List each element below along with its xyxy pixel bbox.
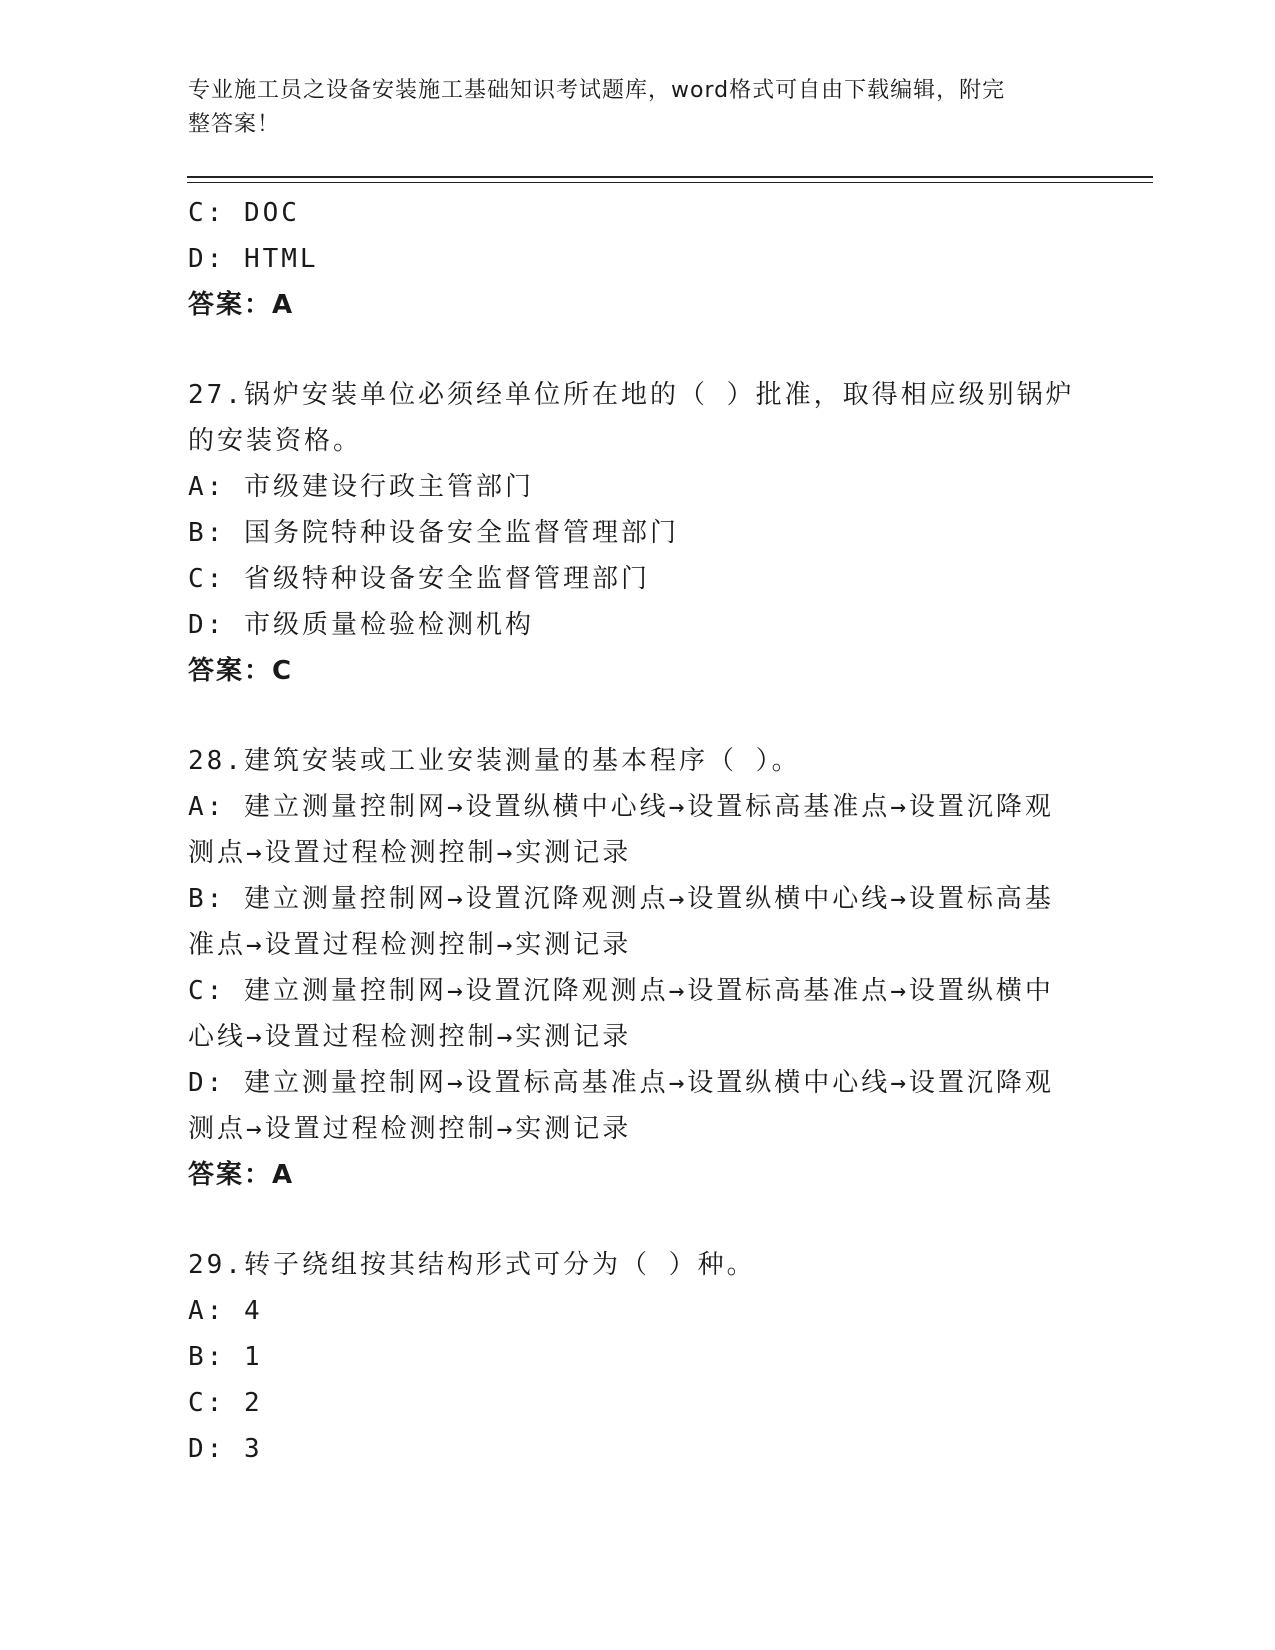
spacer bbox=[188, 328, 1088, 372]
question-stem: 29.转子绕组按其结构形式可分为（ ）种。 bbox=[188, 1250, 756, 1280]
option-d: D: 市级质量检验检测机构 bbox=[188, 610, 534, 640]
option-d: D: 3 bbox=[188, 1434, 263, 1464]
option-c-cont: 心线→设置过程检测控制→实测记录 bbox=[188, 1022, 632, 1052]
option-c: C: 建立测量控制网→设置沉降观测点→设置标高基准点→设置纵横中 bbox=[188, 976, 1054, 1006]
question-28 bbox=[188, 738, 1088, 1198]
question-stem: 28.建筑安装或工业安装测量的基本程序（ ）。 bbox=[188, 746, 801, 776]
spacer bbox=[188, 1198, 1088, 1242]
question-29 bbox=[188, 1242, 1088, 1472]
option-d: D: HTML bbox=[188, 244, 319, 274]
answer-line: 答案：A bbox=[188, 290, 295, 320]
option-c: C: 省级特种设备安全监督管理部门 bbox=[188, 564, 650, 594]
question-stem-cont: 的安装资格。 bbox=[188, 426, 363, 456]
option-d-cont: 测点→设置过程检测控制→实测记录 bbox=[188, 1114, 632, 1144]
header-line-2: 整答案！ bbox=[188, 112, 281, 137]
option-c: C: DOC bbox=[188, 198, 300, 228]
spacer bbox=[188, 694, 1088, 738]
option-a: A: 市级建设行政主管部门 bbox=[188, 472, 534, 502]
page-header bbox=[188, 74, 1068, 142]
option-a-cont: 测点→设置过程检测控制→实测记录 bbox=[188, 838, 632, 868]
header-rule-thin bbox=[187, 182, 1153, 183]
header-rule-thick bbox=[187, 176, 1153, 178]
option-c: C: 2 bbox=[188, 1388, 263, 1418]
option-a: A: 建立测量控制网→设置纵横中心线→设置标高基准点→设置沉降观 bbox=[188, 792, 1054, 822]
question-26-tail bbox=[188, 190, 1088, 328]
answer-line: 答案：A bbox=[188, 1160, 295, 1190]
option-a: A: 4 bbox=[188, 1296, 263, 1326]
question-stem: 27.锅炉安装单位必须经单位所在地的（ ）批准，取得相应级别锅炉 bbox=[188, 380, 1075, 410]
question-27 bbox=[188, 372, 1088, 694]
option-b: B: 建立测量控制网→设置沉降观测点→设置纵横中心线→设置标高基 bbox=[188, 884, 1054, 914]
option-d: D: 建立测量控制网→设置标高基准点→设置纵横中心线→设置沉降观 bbox=[188, 1068, 1054, 1098]
option-b-cont: 准点→设置过程检测控制→实测记录 bbox=[188, 930, 632, 960]
option-b: B: 国务院特种设备安全监督管理部门 bbox=[188, 518, 679, 548]
option-b: B: 1 bbox=[188, 1342, 263, 1372]
header-line-1: 专业施工员之设备安装施工基础知识考试题库，word格式可自由下载编辑，附完 bbox=[188, 78, 1006, 103]
question-list bbox=[188, 190, 1088, 1472]
answer-line: 答案：C bbox=[188, 656, 294, 686]
